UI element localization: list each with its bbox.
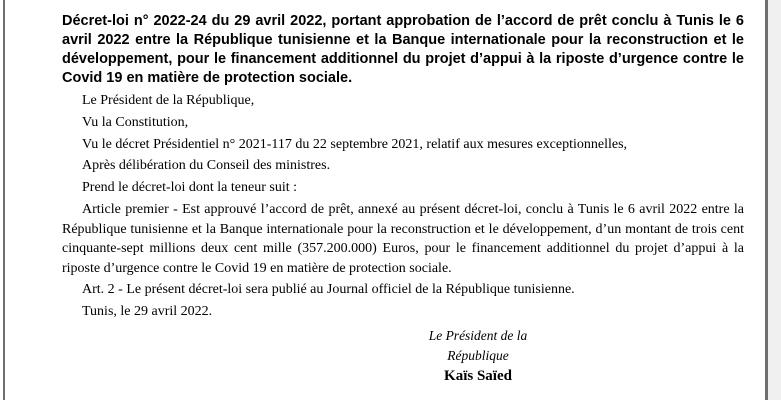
place-date: Tunis, le 29 avril 2022.: [82, 304, 213, 320]
document-page: [62, 12, 744, 324]
signatory-name: Kaïs Saïed: [444, 368, 512, 384]
article-2: Art. 2 - Le présent décret-loi sera publié au Journal officiel de la République tunisienne.: [82, 282, 575, 298]
viewer-scroll-gutter[interactable]: [768, 0, 781, 400]
preamble-president: Le Président de la République,: [82, 93, 255, 108]
left-border: [3, 0, 5, 400]
preamble-deliberation: Après délibération du Conseil des ministres.: [82, 158, 331, 174]
signature-block: [398, 326, 558, 386]
preamble-constitution: Vu la Constitution,: [82, 114, 189, 130]
decree-body: [62, 91, 744, 322]
enacting-formula: Prend le décret-loi dont la teneur suit :: [82, 180, 297, 196]
decree-title: Décret-loi n° 2022-24 du 29 avril 2022, portant approbation de l’accord de prêt conclu à Tunis le 6 avril 2022 entre la République tunisienne et la Banque internationale pour la reconstruction et le développement, pour le financement additionnel du projet d’appui à la riposte d’urgence contre le Covid 19 en matière de protection sociale.: [62, 13, 744, 86]
preamble-decree-reference: Vu le décret Présidentiel n° 2021-117 du 22 septembre 2021, relatif aux mesures exceptionnelles,: [82, 136, 628, 152]
article-premier: Article premier - Est approuvé l’accord de prêt, annexé au présent décret-loi, conclu à Tunis le 6 avril 2022 entre la République tunisienne et la Banque internationale pour la reconstruction et le développement, d’un montant de trois cent cinquante-sept millions deux cent mille (357.200.000) Euros, pour le financement additionnel du projet d’appui à la riposte d’urgence contre le Covid 19 en matière de protection sociale.: [62, 201, 744, 276]
signatory-role: Le Président de la République: [428, 328, 528, 363]
